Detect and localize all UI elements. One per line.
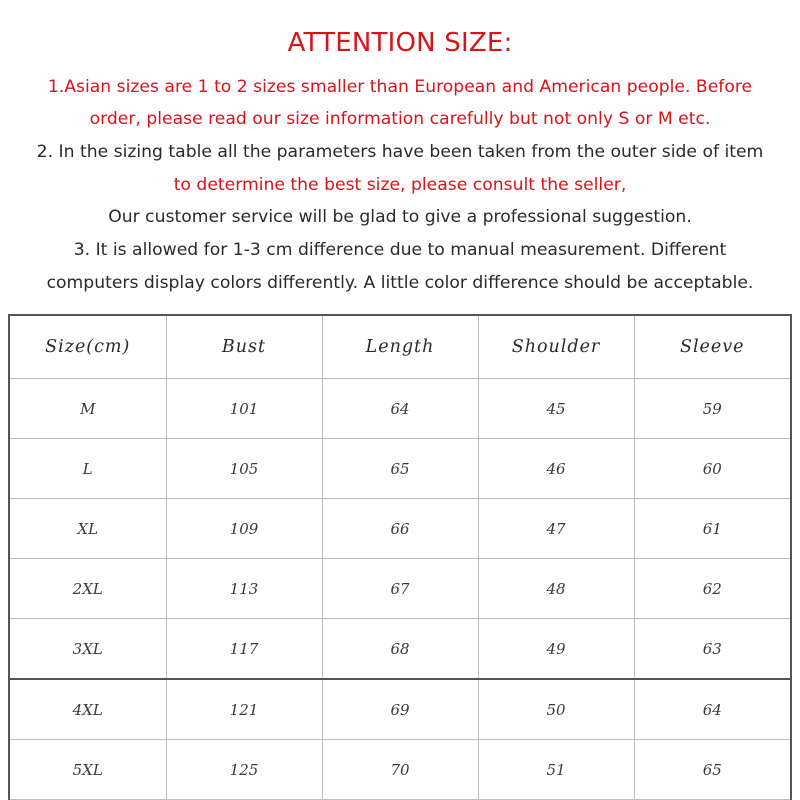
header-bust: Bust xyxy=(166,316,322,379)
header-size: Size(cm) xyxy=(10,316,166,379)
cell-length: 68 xyxy=(322,619,478,680)
table-row xyxy=(10,619,790,680)
cell-size: 4XL xyxy=(10,679,166,740)
cell-length: 70 xyxy=(322,740,478,800)
cell-size: M xyxy=(10,379,166,439)
header-length: Length xyxy=(322,316,478,379)
size-table-container xyxy=(8,314,792,800)
notice-line-3: 2. In the sizing table all the parameters have been taken from the outer side of item xyxy=(36,142,764,162)
cell-size: 2XL xyxy=(10,559,166,619)
cell-shoulder: 50 xyxy=(478,679,634,740)
cell-length: 64 xyxy=(322,379,478,439)
cell-shoulder: 46 xyxy=(478,439,634,499)
cell-size: L xyxy=(10,439,166,499)
notice-line-4: to determine the best size, please consult the seller, xyxy=(173,175,627,195)
table-row xyxy=(10,379,790,439)
cell-shoulder: 51 xyxy=(478,740,634,800)
cell-sleeve: 62 xyxy=(634,559,790,619)
cell-shoulder: 47 xyxy=(478,499,634,559)
cell-sleeve: 64 xyxy=(634,679,790,740)
header-shoulder: Shoulder xyxy=(478,316,634,379)
cell-size: 3XL xyxy=(10,619,166,680)
notice-line-1: 1.Asian sizes are 1 to 2 sizes smaller than European and American people. Before xyxy=(47,77,753,97)
cell-bust: 113 xyxy=(166,559,322,619)
cell-sleeve: 65 xyxy=(634,740,790,800)
cell-sleeve: 60 xyxy=(634,439,790,499)
attention-notice xyxy=(0,0,800,312)
header-sleeve: Sleeve xyxy=(634,316,790,379)
cell-length: 69 xyxy=(322,679,478,740)
cell-sleeve: 61 xyxy=(634,499,790,559)
table-row xyxy=(10,740,790,800)
cell-shoulder: 49 xyxy=(478,619,634,680)
table-row xyxy=(10,439,790,499)
cell-shoulder: 48 xyxy=(478,559,634,619)
table-header-row xyxy=(10,316,790,379)
cell-shoulder: 45 xyxy=(478,379,634,439)
cell-sleeve: 63 xyxy=(634,619,790,680)
cell-size: 5XL xyxy=(10,740,166,800)
cell-length: 67 xyxy=(322,559,478,619)
cell-bust: 105 xyxy=(166,439,322,499)
notice-line-7: computers display colors differently. A little color difference should be acceptable. xyxy=(46,273,754,293)
size-table xyxy=(10,316,790,800)
table-row xyxy=(10,499,790,559)
cell-length: 65 xyxy=(322,439,478,499)
cell-length: 66 xyxy=(322,499,478,559)
cell-bust: 101 xyxy=(166,379,322,439)
table-row xyxy=(10,679,790,740)
cell-bust: 109 xyxy=(166,499,322,559)
table-row xyxy=(10,559,790,619)
cell-bust: 117 xyxy=(166,619,322,680)
notice-line-5: Our customer service will be glad to give a professional suggestion. xyxy=(108,207,692,227)
cell-bust: 125 xyxy=(166,740,322,800)
cell-size: XL xyxy=(10,499,166,559)
cell-bust: 121 xyxy=(166,679,322,740)
cell-sleeve: 59 xyxy=(634,379,790,439)
notice-title: ATTENTION SIZE: xyxy=(287,28,513,58)
notice-line-2: order, please read our size information carefully but not only S or M etc. xyxy=(89,109,711,129)
notice-line-6: 3. It is allowed for 1-3 cm difference due to manual measurement. Different xyxy=(73,240,727,260)
